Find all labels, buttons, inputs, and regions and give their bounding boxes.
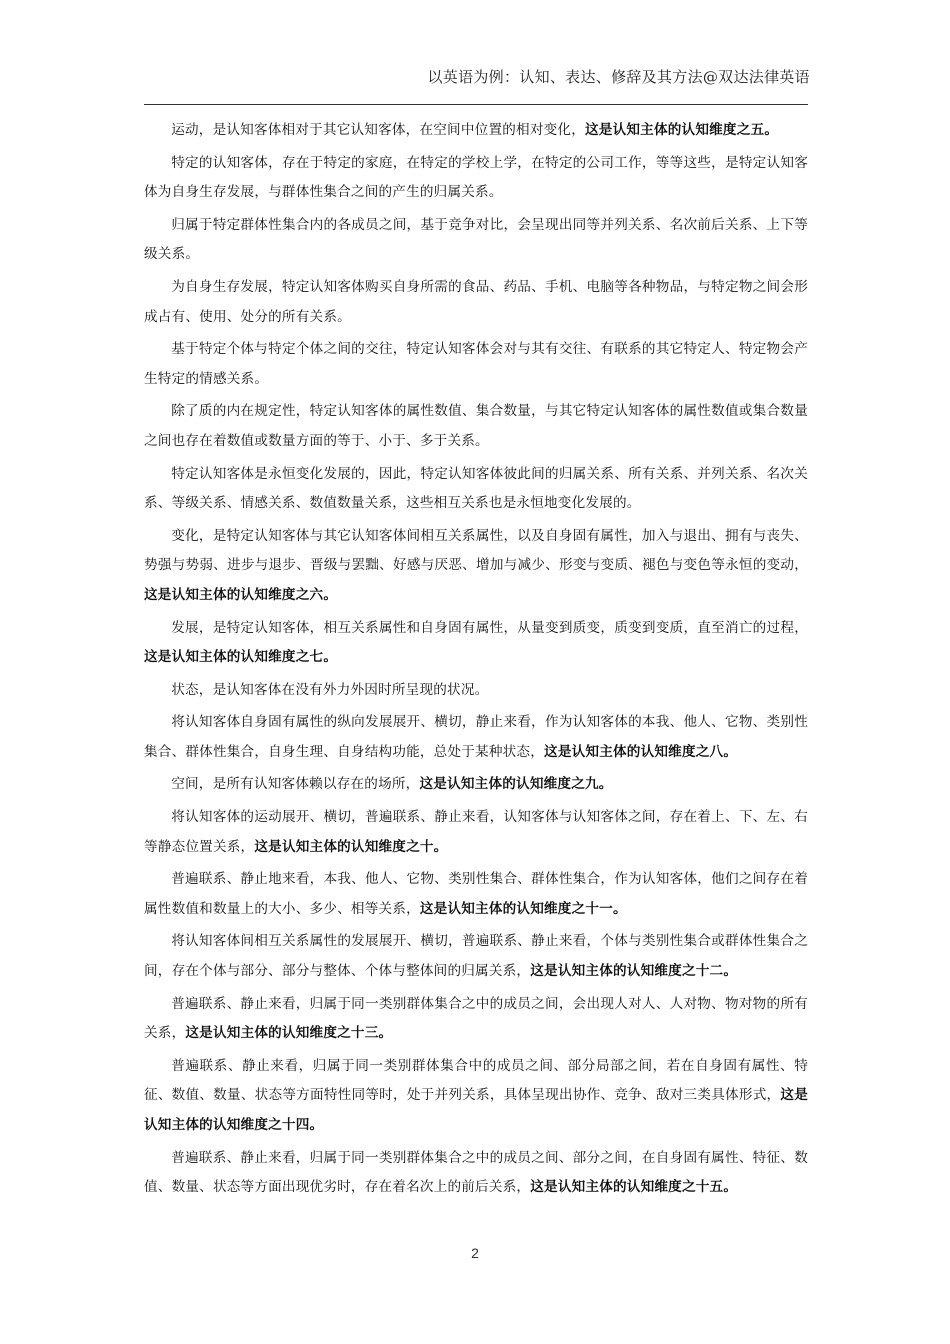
paragraph: 状态，是认知客体在没有外力外因时所呈现的状况。 [171,681,489,698]
paragraph: 将认知客体自身固有属性的纵向发展展开、横切，静止来看，作为认知客体的本我、他人、它物、类别性集合、群体性集合，自身生理、自身结构功能，总处于某种状态，这是认知主体的认知维度之八。 [144,714,808,760]
paragraph: 变化，是特定认知客体与其它认知客体间相互关系属性，以及自身固有属性，加入与退出、拥有与丧失、势强与势弱、进步与退步、晋级与罢黜、好感与厌恶、增加与减少、形变与变质、褪色与变色等永恒的变动，这是认知主体的认知维度之六。 [144,527,808,603]
paragraph: 普遍联系、静止地来看，本我、他人、它物、类别性集合、群体性集合，作为认知客体，他们之间存在着属性数值和数量上的大小、多少、相等关系，这是认知主体的认知维度之十一。 [144,871,808,917]
paragraph: 普遍联系、静止来看，归属于同一类别群体集合之中的成员之间、部分之间，在自身固有属性、特征、数值、数量、状态等方面出现优劣时，存在着名次上的前后关系，这是认知主体的认知维度之十五。 [144,1149,808,1196]
paragraph: 普遍联系、静止来看，归属于同一类别群体集合中的成员之间、部分局部之间，若在自身固有属性、特征、数值、数量、状态等方面特性同等时，处于并列关系，具体呈现出协作、竞争、敌对三类具体形式，这是认知主体的认知维度之十四。 [144,1057,808,1133]
paragraph: 为自身生存发展，特定认知客体购买自身所需的食品、药品、手机、电脑等各种物品，与特定物之间会形成占有、使用、处分的所有关系。 [144,278,808,325]
running-header: 以英语为例：认知、表达、修辞及其方法@双达法律英语 [427,68,810,86]
paragraph: 运动，是认知客体相对于其它认知客体，在空间中位置的相对变化，这是认知主体的认知维度之五。 [171,122,779,138]
header-divider [144,104,808,105]
paragraph: 空间，是所有认知客体赖以存在的场所，这是认知主体的认知维度之九。 [171,776,613,793]
paragraph: 归属于特定群体性集合内的各成员之间，基于竞争对比，会呈现出同等并列关系、名次前后关系、上下等级关系。 [144,216,808,263]
paragraph: 特定的认知客体，存在于特定的家庭，在特定的学校上学，在特定的公司工作，等等这些，是特定认知客体为自身生存发展，与群体性集合之间的产生的归属关系。 [144,154,808,201]
paragraph: 特定认知客体是永恒变化发展的，因此，特定认知客体彼此间的归属关系、所有关系、并列关系、名次关系、等级关系、情感关系、数值数量关系，这些相互关系也是永恒地变化发展的。 [144,465,808,512]
page-number: 2 [471,1245,479,1261]
paragraph: 除了质的内在规定性，特定认知客体的属性数值、集合数量，与其它特定认知客体的属性数值或集合数量之间也存在着数值或数量方面的等于、小于、多于关系。 [144,403,808,449]
paragraph: 普遍联系、静止来看，归属于同一类别群体集合之中的成员之间，会出现人对人、人对物、物对物的所有关系，这是认知主体的认知维度之十三。 [144,995,808,1042]
paragraph: 将认知客体间相互关系属性的发展展开、横切，普遍联系、静止来看，个体与类别性集合或群体性集合之间，存在个体与部分、部分与整体、个体与整体间的归属关系，这是认知主体的认知维度之十二。 [144,933,808,980]
paragraph: 将认知客体的运动展开、横切，普遍联系、静止来看，认知客体与认知客体之间，存在着上、下、左、右等静态位置关系，这是认知主体的认知维度之十。 [144,809,808,855]
document-body [144,116,808,1206]
paragraph: 基于特定个体与特定个体之间的交往，特定认知客体会对与其有交往、有联系的其它特定人、特定物会产生特定的情感关系。 [144,341,808,387]
paragraph: 发展，是特定认知客体，相互关系属性和自身固有属性，从量变到质变，质变到变质，直至消亡的过程，这是认知主体的认知维度之七。 [144,619,808,666]
